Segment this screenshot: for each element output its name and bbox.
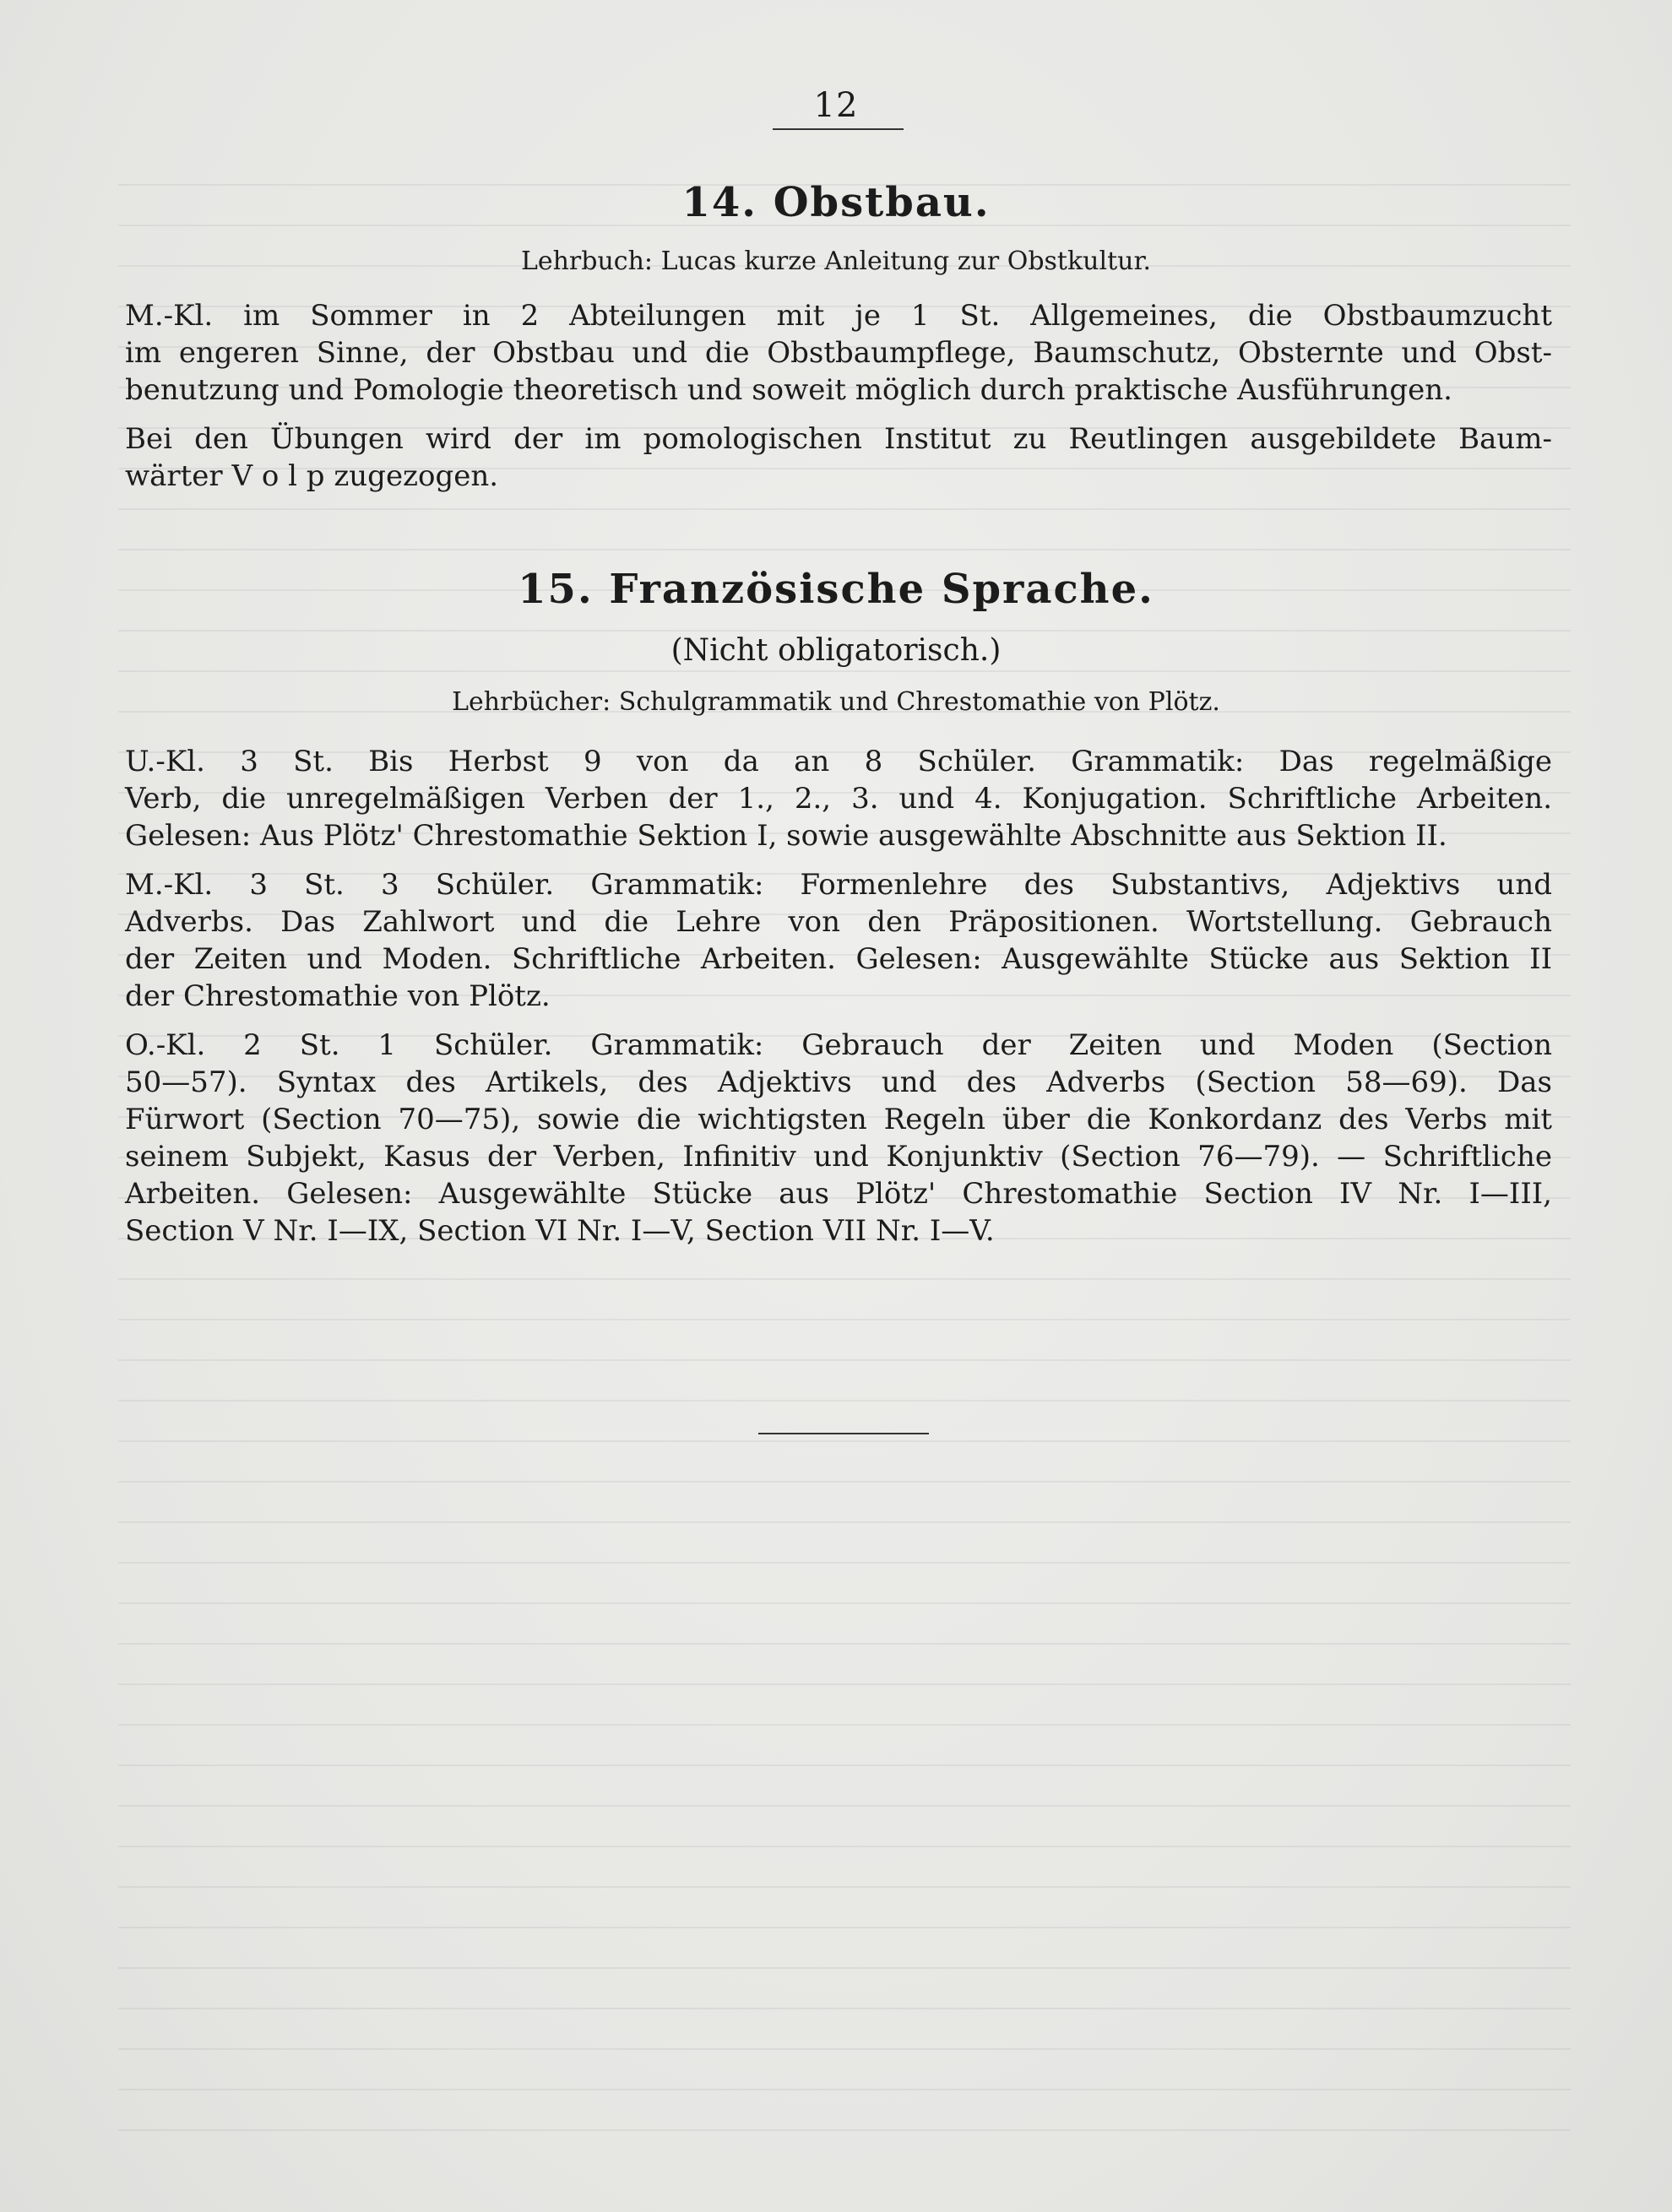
section-14-textbook: Lehrbuch: Lucas kurze Anleitung zur Obstkultur. xyxy=(520,247,1152,276)
text-line: Section V Nr. I—IX, Section VI Nr. I—V, Section VII Nr. I—V. xyxy=(125,1214,995,1248)
page-number-rule xyxy=(773,128,904,130)
text-line: der Zeiten und Moden. Schriftliche Arbeiten. Gelesen: Ausgewählte Stücke aus Sektion II xyxy=(125,942,1552,976)
text-line: seinem Subjekt, Kasus der Verben, Infinitiv und Konjunktiv (Section 76—79). — Schriftliche xyxy=(125,1140,1552,1174)
text-line: wärter V o l p zugezogen. xyxy=(125,459,499,493)
section-15-subtitle: (Nicht obligatorisch.) xyxy=(670,633,1002,668)
text-line: M.-Kl. im Sommer in 2 Abteilungen mit je 1 St. Allgemeines, die Obstbaumzucht xyxy=(125,299,1552,333)
text-line: im engeren Sinne, der Obstbau und die Obstbaumpflege, Baumschutz, Obsternte und Obst- xyxy=(125,336,1552,370)
text-line: Adverbs. Das Zahlwort und die Lehre von den Präpositionen. Wortstellung. Gebrauch xyxy=(125,905,1552,939)
section-14-title: 14. Obstbau. xyxy=(681,179,991,226)
text-line: M.-Kl. 3 St. 3 Schüler. Grammatik: Formenlehre des Substantivs, Adjektivs und xyxy=(125,868,1552,902)
text-line: der Chrestomathie von Plötz. xyxy=(125,979,551,1013)
text-line: Gelesen: Aus Plötz' Chrestomathie Sektion I, sowie ausgewählte Abschnitte aus Sektion II. xyxy=(125,819,1447,853)
section-15-textbook: Lehrbücher: Schulgrammatik und Chrestomathie von Plötz. xyxy=(452,687,1220,717)
section-14-paragraph-2 xyxy=(125,420,1552,495)
text-line: Verb, die unregelmäßigen Verben der 1., 2., 3. und 4. Konjugation. Schriftliche Arbeiten. xyxy=(125,782,1552,816)
text-line: benutzung und Pomologie theoretisch und soweit möglich durch praktische Ausführungen. xyxy=(125,373,1452,407)
text-line: 50—57). Syntax des Artikels, des Adjektivs und des Adverbs (Section 58—69). Das xyxy=(125,1065,1552,1099)
text-line: Bei den Übungen wird der im pomologischen Institut zu Reutlingen ausgebildete Baum- xyxy=(125,422,1552,456)
section-15-paragraph-2 xyxy=(125,866,1552,1015)
section-15-title: 15. Französische Sprache. xyxy=(518,566,1154,613)
text-line: U.-Kl. 3 St. Bis Herbst 9 von da an 8 Schüler. Grammatik: Das regelmäßige xyxy=(125,745,1552,778)
page-number: 12 xyxy=(813,86,859,125)
text-line: Fürwort (Section 70—75), sowie die wichtigsten Regeln über die Konkordanz des Verbs mit xyxy=(125,1103,1552,1136)
section-15-paragraph-1 xyxy=(125,743,1552,854)
section-end-rule xyxy=(758,1433,929,1434)
text-line: O.-Kl. 2 St. 1 Schüler. Grammatik: Gebrauch der Zeiten und Moden (Section xyxy=(125,1028,1552,1062)
section-15-paragraph-3 xyxy=(125,1027,1552,1250)
section-14-paragraph-1 xyxy=(125,297,1552,409)
text-line: Arbeiten. Gelesen: Ausgewählte Stücke aus Plötz' Chrestomathie Section IV Nr. I—III, xyxy=(125,1177,1552,1211)
